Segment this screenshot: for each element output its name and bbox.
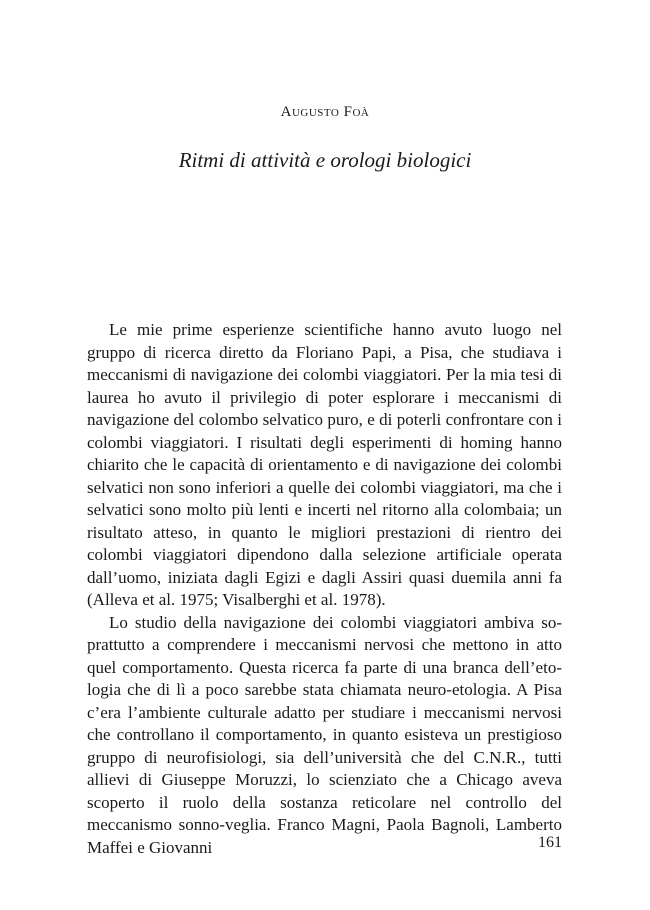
paragraph: Le mie prime esperienze scientifiche hanno avuto luogo nel gruppo di ricerca diretto da Floriano Papi, a Pisa, che studiava i meccanismi di navigazione dei colombi viaggiatori. Per la mia tesi di laurea ho avuto il privilegio di poter esplorare i meccanismi di navigazione del colombo selvatico puro, e di poterli confrontare con i colombi viaggiatori. I risultati degli esperimenti di homing hanno chiarito che le capacità di orientamento e di navigazione dei colombi selvatici non sono inferiori a quelle dei colombi viaggiatori, ma che i selvatici sono molto più lenti e incerti nel ritorno alla colombaia; un risultato atteso, in quanto le migliori prestazioni di rientro dei colombi viaggiatori dipendono dalla selezione artificiale operata dall’uomo, iniziata dagli Egizi e dagli Assiri quasi duemila anni fa (Alleva et al. 1975; Visalberghi et al. 1978). [87, 320, 562, 609]
chapter-title: Ritmi di attività e orologi biologici [178, 148, 472, 172]
paragraph: Lo studio della navigazione dei colombi viaggiatori ambiva soprattutto a comprendere i meccanismi nervosi che mettono in atto quel comportamento. Questa ricerca fa parte di una branca dell’etologia che di lì a poco sarebbe stata chiamata neuro-etologia. A Pisa c’era l’ambiente culturale adatto per studiare i meccanismi nervosi che controllano il comportamento, in quanto esisteva un prestigioso gruppo di neurofisiologi, sia dell’università che del C.N.R., tutti allievi di Giuseppe Moruzzi, lo scienziato che a Chicago aveva scoperto il ruolo della sostanza reticolare nel controllo del meccanismo sonno-veglia. Franco Magni, Paola Bagnoli, Lamberto Maffei e Giovanni [87, 612, 562, 857]
page-number: 161 [538, 834, 562, 851]
body-text [87, 319, 562, 859]
author-name: Augusto Foà [280, 104, 370, 120]
